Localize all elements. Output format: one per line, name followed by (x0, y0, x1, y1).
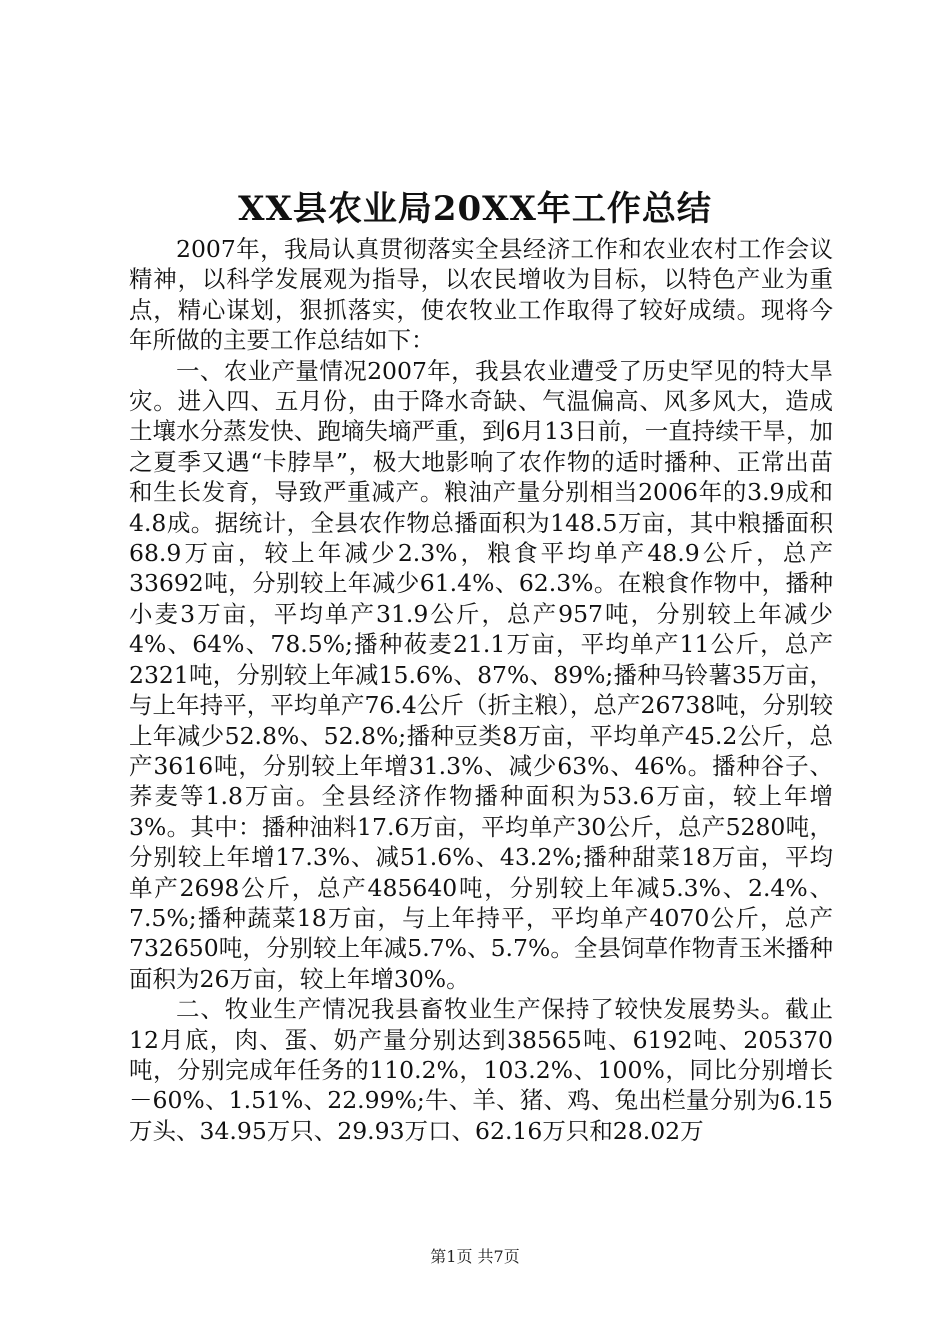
document-title: XX县农业局20XX年工作总结 (238, 189, 712, 229)
paragraph-agriculture: 一、农业产量情况2007年，我县农业遭受了历史罕见的特大旱灾。进入四、五月份，由于降水奇缺、气温偏高、风多风大，造成土壤水分蒸发快、跑墒失墒严重，到6月13日前，一直持续干旱，加之夏季又遇“卡脖旱”，极大地影响了农作物的适时播种、正常出苗和生长发育，导致严重减产。粮油产量分别相当2006年的3.9成和4.8成。据统计，全县农作物总播面积为148.5万亩，其中粮播面积68.9万亩，较上年减少2.3%，粮食平均单产48.9公斤，总产33692吨，分别较上年减少61.4%、62.3%。在粮食作物中，播种小麦3万亩，平均单产31.9公斤，总产957吨，分别较上年减少4%、64%、78.5%;播种莜麦21.1万亩，平均单产11公斤，总产2321吨，分别较上年减15.6%、87%、89%;播种马铃薯35万亩，与上年持平，平均单产76.4公斤（折主粮），总产26738吨，分别较上年减少52.8%、52.8%;播种豆类8万亩，平均单产45.2公斤，总产3616吨，分别较上年增31.3%、减少63%、46%。播种谷子、荞麦等1.8万亩。全县经济作物播种面积为53.6万亩，较上年增3%。其中：播种油料17.6万亩，平均单产30公斤，总产5280吨，分别较上年增17.3%、减51.6%、43.2%;播种甜菜18万亩，平均单产2698公斤，总产485640吨，分别较上年减5.3%、2.4%、7.5%;播种蔬菜18万亩，与上年持平，平均单产4070公斤，总产732650吨，分别较上年减5.7%、5.7%。全县饲草作物青玉米播种面积为26万亩，较上年增30%。 (129, 356, 833, 993)
paragraph-livestock: 二、牧业生产情况我县畜牧业生产保持了较快发展势头。截止12月底，肉、蛋、奶产量分别达到38565吨、6192吨、205370吨，分别完成年任务的110.2%，103.2%、100%，同比分别增长－60%、1.51%、22.99%;牛、羊、猪、鸡、兔出栏量分别为6.15万头、34.95万只、29.93万口、62.16万只和28.02万 (129, 995, 833, 1145)
page-number: 第1页 共7页 (430, 1247, 520, 1266)
paragraph-intro: 2007年，我局认真贯彻落实全县经济工作和农业农村工作会议精神，以科学发展观为指导，以农民增收为目标，以特色产业为重点，精心谋划，狠抓落实，使农牧业工作取得了较好成绩。现将今年所做的主要工作总结如下： (129, 235, 833, 355)
document-body (129, 234, 833, 1146)
